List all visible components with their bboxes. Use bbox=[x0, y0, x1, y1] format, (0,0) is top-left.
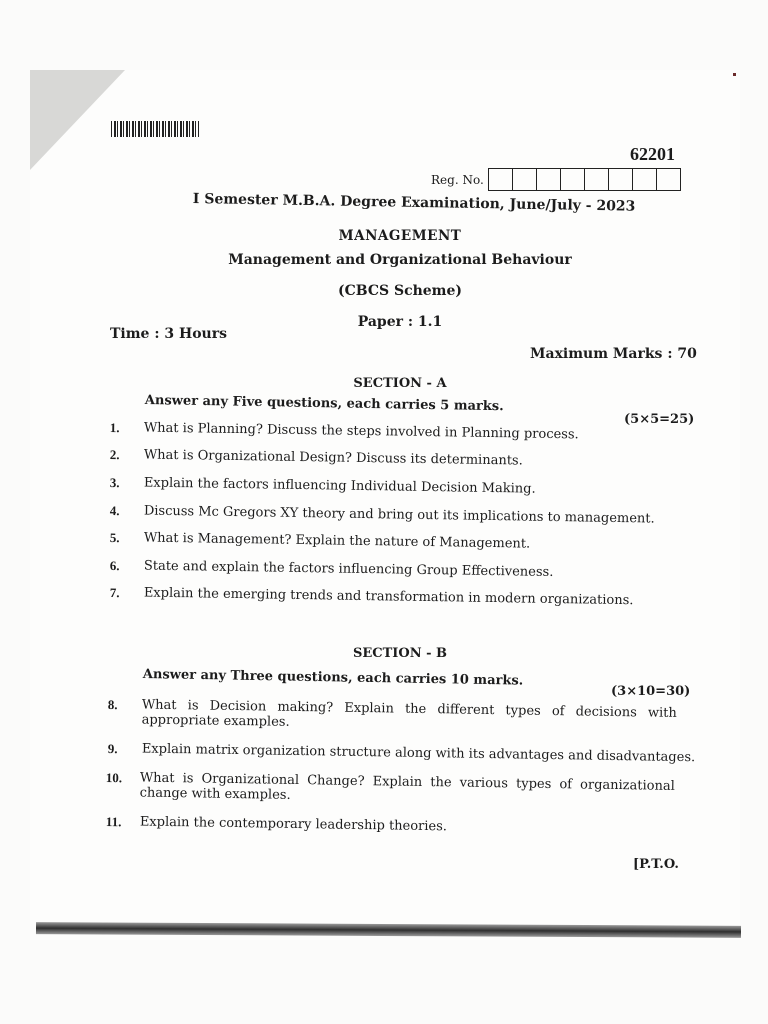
ink-speck bbox=[733, 73, 736, 76]
reg-no-label: Reg. No. bbox=[431, 173, 484, 187]
question-text: Explain matrix organization structure along with its advantages and disadvantages. bbox=[141, 741, 696, 766]
question-text: What is Management? Explain the nature of Management. bbox=[143, 530, 531, 552]
question-text: Explain the contemporary leadership theories. bbox=[139, 814, 448, 835]
question-number: 10. bbox=[105, 770, 123, 786]
question-text: What is Organizational Change? Explain the various types of organizational change with examples. bbox=[139, 770, 675, 803]
paper-code: 62201 bbox=[630, 144, 675, 164]
question-number: 5. bbox=[109, 530, 120, 546]
section-b-instruction: Answer any Three questions, each carries 10 marks. bbox=[142, 667, 524, 689]
time-label: Time : 3 Hours bbox=[110, 326, 227, 342]
section-a-marks: (5×5=25) bbox=[624, 412, 695, 427]
course-title: Management and Organizational Behaviour bbox=[228, 252, 572, 268]
reg-no-box bbox=[657, 169, 680, 190]
question-text: State and explain the factors influencing Group Effectiveness. bbox=[143, 558, 554, 580]
reg-no-box bbox=[585, 169, 609, 190]
question-number: 9. bbox=[107, 741, 118, 757]
question-text: Discuss Mc Gregors XY theory and bring out its implications to management. bbox=[143, 503, 655, 527]
question-number: 2. bbox=[109, 447, 120, 463]
reg-no-boxes bbox=[488, 168, 681, 191]
question-text: Explain the factors influencing Individual Decision Making. bbox=[143, 475, 536, 497]
folded-corner bbox=[30, 70, 125, 170]
scheme-label: (CBCS Scheme) bbox=[337, 283, 463, 299]
barcode bbox=[111, 121, 199, 137]
reg-no-box bbox=[489, 169, 513, 190]
max-marks-label: Maximum Marks : 70 bbox=[530, 346, 697, 362]
subject-title: MANAGEMENT bbox=[338, 228, 462, 244]
question-text: What is Organizational Design? Discuss its determinants. bbox=[143, 447, 523, 469]
paper-number: Paper : 1.1 bbox=[357, 314, 443, 330]
reg-no-box bbox=[609, 169, 633, 190]
reg-no-box bbox=[537, 169, 561, 190]
reg-no-box bbox=[633, 169, 657, 190]
reg-no-box bbox=[561, 169, 585, 190]
reg-no-box bbox=[513, 169, 537, 190]
question-number: 1. bbox=[109, 420, 120, 436]
question-text: What is Decision making? Explain the different types of decisions with appropriate examples. bbox=[141, 697, 677, 730]
question-number: 11. bbox=[105, 814, 122, 830]
question-number: 8. bbox=[107, 697, 118, 713]
question-number: 6. bbox=[109, 558, 120, 574]
question-text: What is Planning? Discuss the steps involved in Planning process. bbox=[143, 420, 579, 443]
section-b-marks: (3×10=30) bbox=[611, 684, 691, 699]
section-a-instruction: Answer any Five questions, each carries 5 marks. bbox=[144, 393, 504, 415]
section-b-title: SECTION - B bbox=[352, 646, 448, 661]
exam-title: I Semester M.B.A. Degree Examination, June/July - 2023 bbox=[192, 191, 636, 215]
section-a-title: SECTION - A bbox=[353, 376, 447, 391]
page-turn-over-label: [P.T.O. bbox=[633, 857, 679, 872]
question-number: 7. bbox=[109, 585, 120, 601]
question-text: Explain the emerging trends and transformation in modern organizations. bbox=[143, 585, 634, 609]
question-number: 3. bbox=[109, 475, 120, 491]
question-number: 4. bbox=[109, 503, 120, 519]
